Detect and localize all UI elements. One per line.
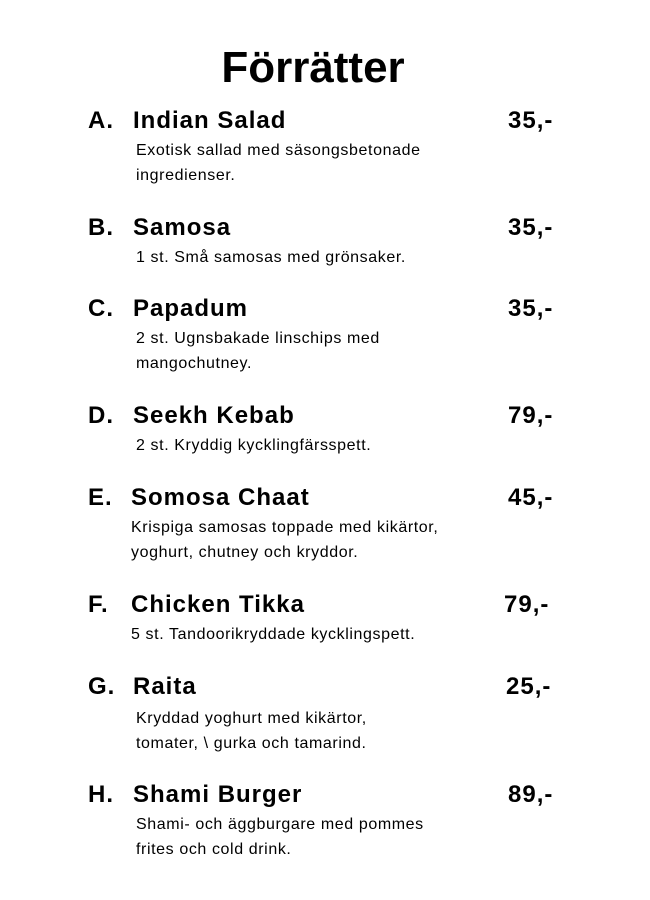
item-description-line: 2 st. Kryddig kycklingfärsspett. [136, 437, 372, 454]
menu-item-header [88, 213, 568, 243]
item-description-line: yoghurt, chutney och kryddor. [131, 544, 359, 561]
item-name: Somosa Chaat [131, 484, 310, 511]
menu-item-header [88, 106, 568, 136]
item-description-line: frites och cold drink. [136, 841, 292, 858]
item-letter: E. [88, 484, 113, 511]
item-letter: G. [88, 673, 116, 700]
menu-item-header [88, 672, 568, 702]
item-price: 45,- [508, 484, 554, 511]
menu-item-chicken-tikka [88, 590, 568, 647]
item-price: 79,- [508, 402, 554, 429]
item-name: Samosa [133, 214, 232, 241]
item-description-line: 1 st. Små samosas med grönsaker. [136, 249, 406, 266]
menu-item-header [88, 294, 568, 324]
item-description-line: mangochutney. [136, 355, 253, 372]
item-name: Indian Salad [133, 107, 287, 134]
menu-item-somosa-chaat [88, 483, 568, 565]
item-description-line: 2 st. Ugnsbakade linschips med [136, 330, 380, 347]
item-name: Seekh Kebab [133, 402, 295, 429]
item-letter: C. [88, 295, 114, 322]
item-price: 35,- [508, 107, 554, 134]
item-description [136, 812, 496, 862]
menu-item-samosa [88, 213, 568, 270]
item-description-line: Shami- och äggburgare med pommes [136, 816, 424, 833]
menu-item-seekh-kebab [88, 401, 568, 458]
item-letter: A. [88, 107, 114, 134]
page-title: Förrätter [221, 43, 405, 92]
item-description [131, 622, 531, 647]
item-letter: H. [88, 781, 114, 808]
item-name: Chicken Tikka [131, 591, 305, 618]
item-name: Shami Burger [133, 781, 303, 808]
item-description-line: Krispiga samosas toppade med kikärtor, [131, 519, 439, 536]
menu-item-header [88, 590, 568, 620]
item-description [131, 515, 531, 565]
item-price: 79,- [504, 591, 550, 618]
item-description [136, 433, 496, 458]
item-description-line: tomater, \ gurka och tamarind. [136, 735, 367, 752]
item-description [136, 706, 496, 756]
item-description [136, 245, 496, 270]
item-price: 89,- [508, 781, 554, 808]
item-price: 35,- [508, 295, 554, 322]
menu-item-indian-salad [88, 106, 568, 188]
item-price: 35,- [508, 214, 554, 241]
menu-item-header [88, 483, 568, 513]
item-name: Papadum [133, 295, 249, 322]
item-description-line: 5 st. Tandoorikryddade kycklingspett. [131, 626, 416, 643]
menu-item-header [88, 401, 568, 431]
item-letter: F. [88, 591, 109, 618]
item-price: 25,- [506, 673, 552, 700]
item-name: Raita [133, 673, 197, 700]
menu-item-papadum [88, 294, 568, 376]
menu-item-raita [88, 672, 568, 756]
item-description-line: Kryddad yoghurt med kikärtor, [136, 710, 367, 727]
item-description [136, 138, 496, 188]
item-description-line: Exotisk sallad med säsongsbetonade [136, 142, 421, 159]
menu-item-header [88, 780, 568, 810]
item-letter: B. [88, 214, 114, 241]
item-description [136, 326, 496, 376]
menu-item-shami-burger [88, 780, 568, 862]
item-description-line: ingredienser. [136, 167, 236, 184]
item-letter: D. [88, 402, 114, 429]
